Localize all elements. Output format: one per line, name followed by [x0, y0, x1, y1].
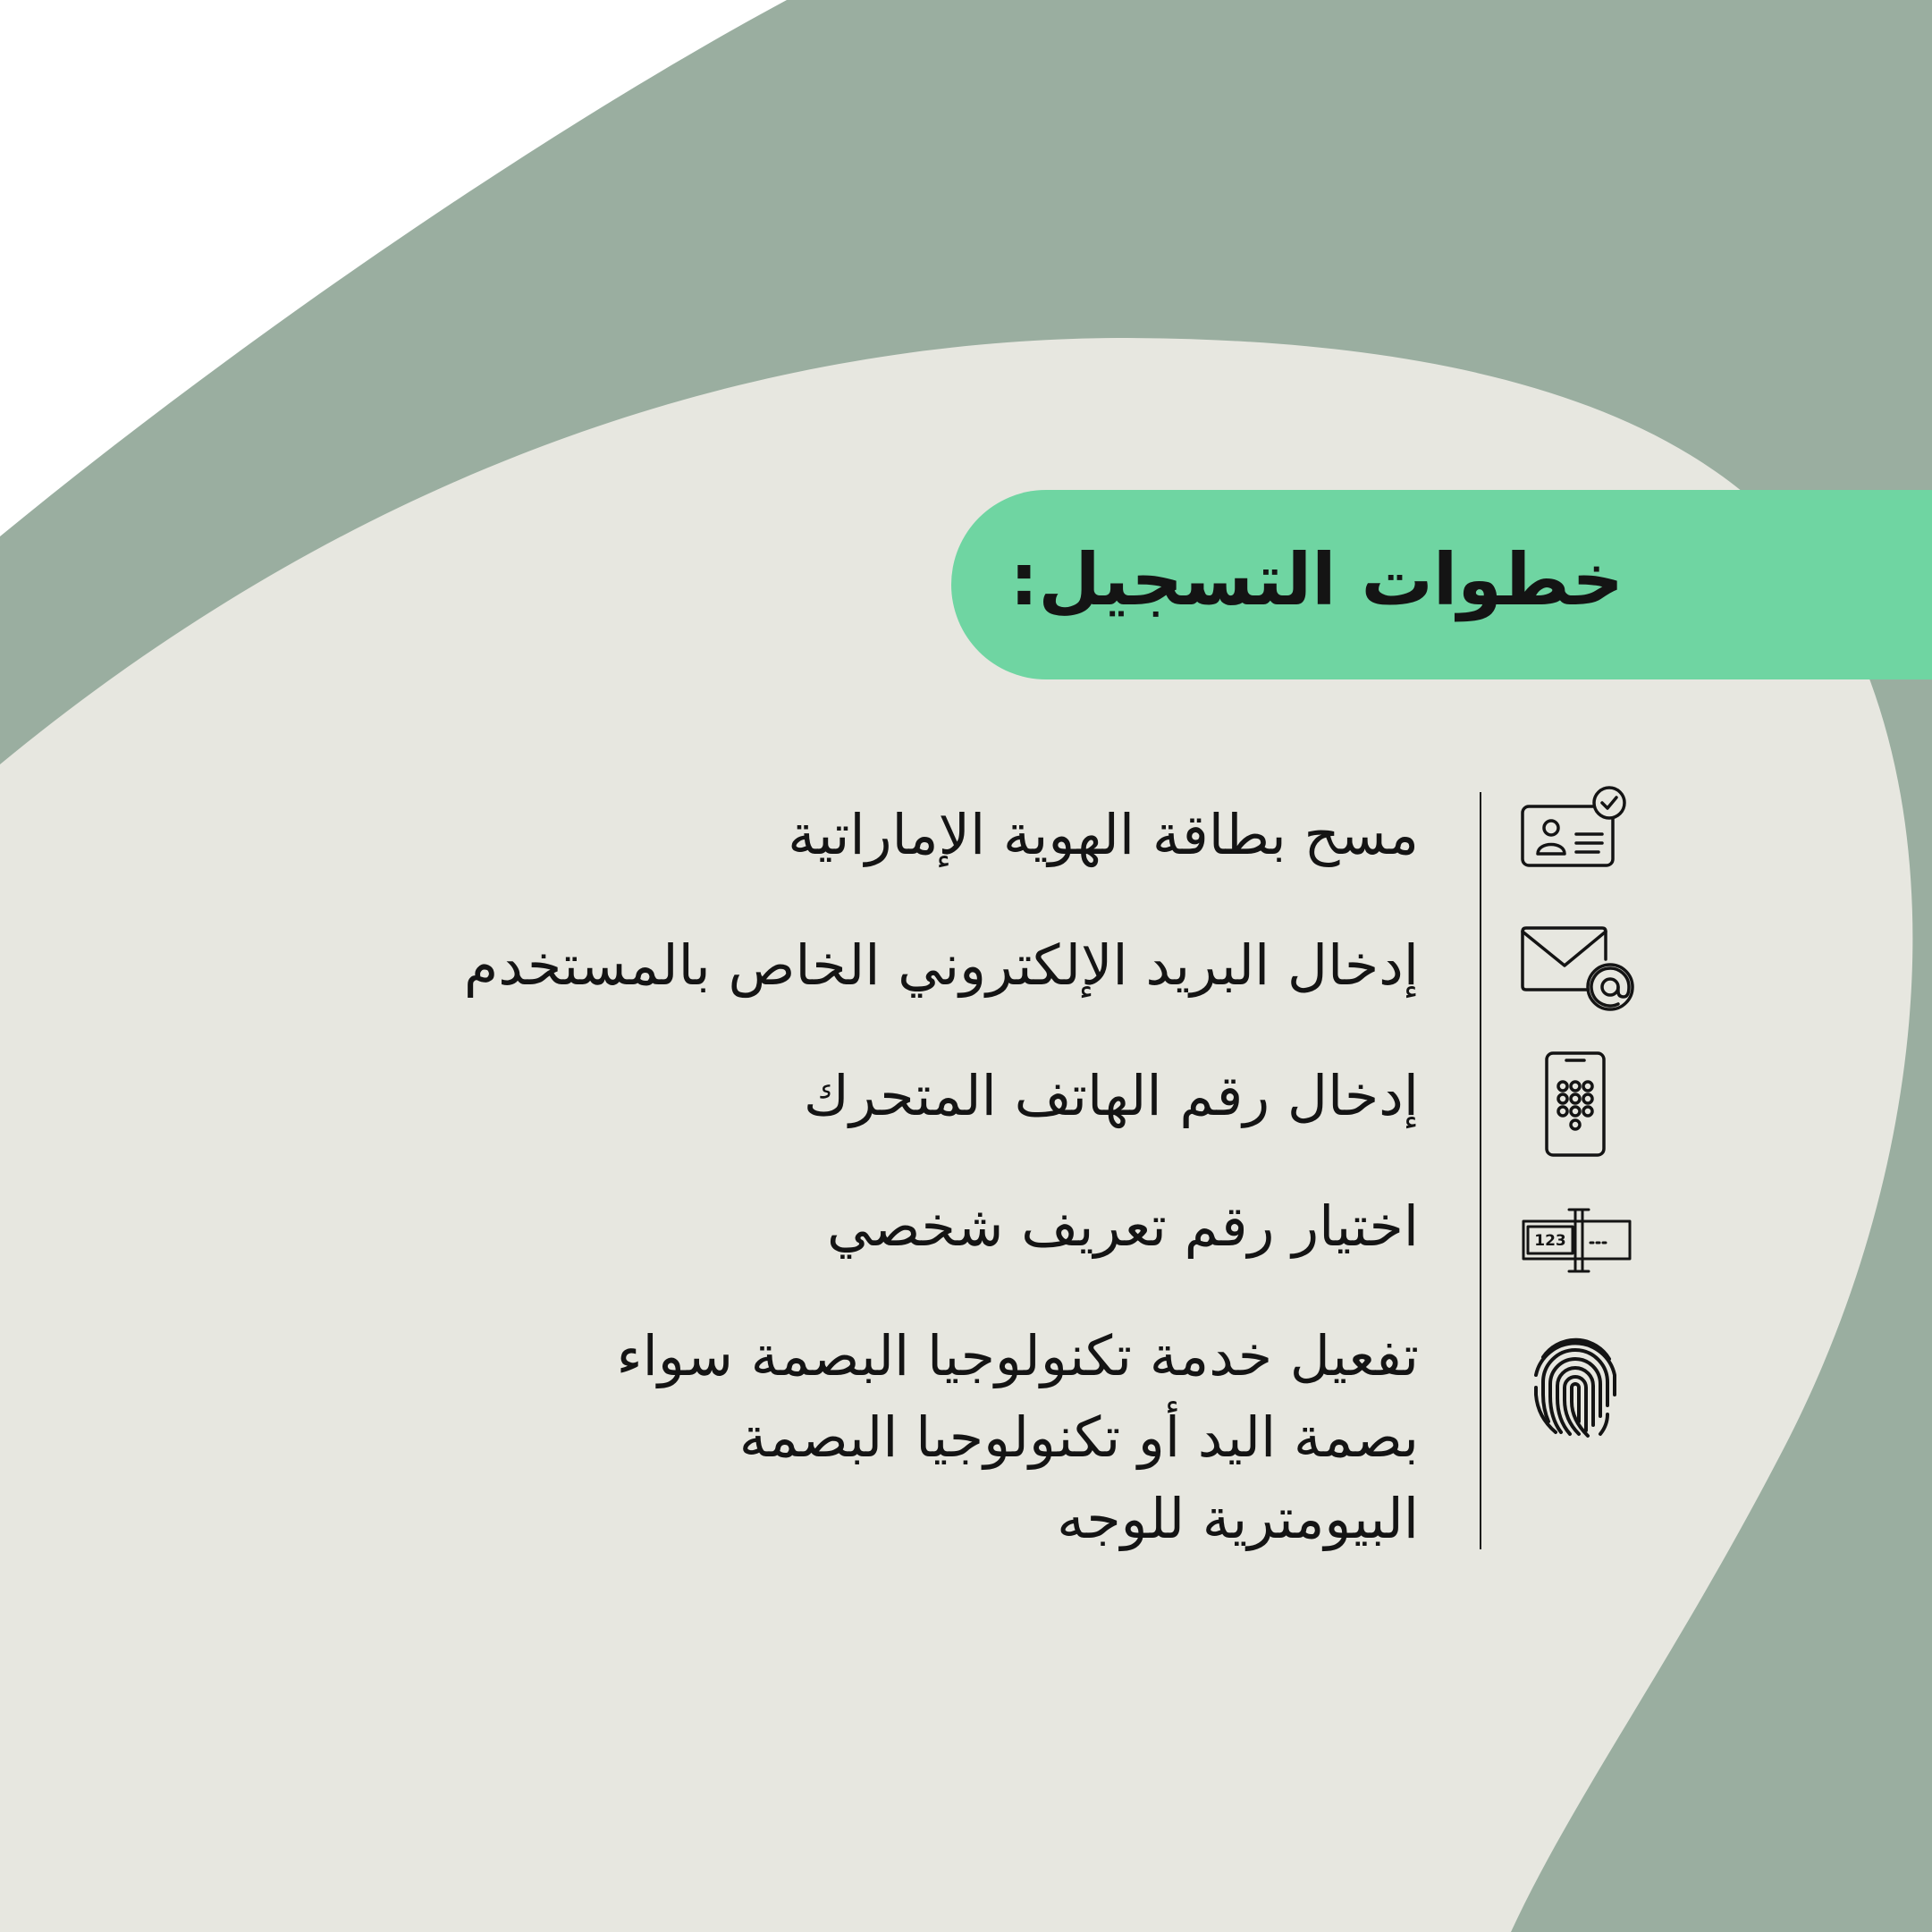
step-5-line-1: تفعيل خدمة تكنولوجيا البصمة سواء [616, 1323, 1419, 1388]
step-5-text [617, 1315, 1419, 1559]
fingerprint-icon [1529, 1332, 1623, 1439]
step-4-text [827, 1185, 1419, 1267]
step-5-line-3: البيومترية للوجه [1057, 1486, 1419, 1551]
step-2-text [464, 924, 1419, 1006]
page-title: خطوات التسجيل: [1009, 538, 1624, 621]
steps-divider [1480, 792, 1481, 1549]
step-1-line-1: مسح بطاقة الهوية الإماراتية [788, 802, 1419, 867]
step-2-line-1: إدخال البريد الإلكتروني الخاص بالمستخدم [463, 932, 1419, 998]
svg-text:123: 123 [1534, 1232, 1566, 1250]
step-5-line-2: بصمة اليد أو تكنولوجيا البصمة [738, 1405, 1419, 1470]
step-3-text [804, 1055, 1419, 1136]
email-at-icon [1520, 925, 1636, 1012]
id-card-check-icon [1520, 785, 1632, 870]
pin-code-field-icon [1521, 1207, 1632, 1274]
step-4-line-1: اختيار رقم تعريف شخصي [827, 1194, 1419, 1259]
step-3-line-1: إدخال رقم الهاتف المتحرك [803, 1063, 1419, 1128]
step-1-text [788, 794, 1419, 875]
mobile-keypad-icon [1544, 1050, 1607, 1158]
